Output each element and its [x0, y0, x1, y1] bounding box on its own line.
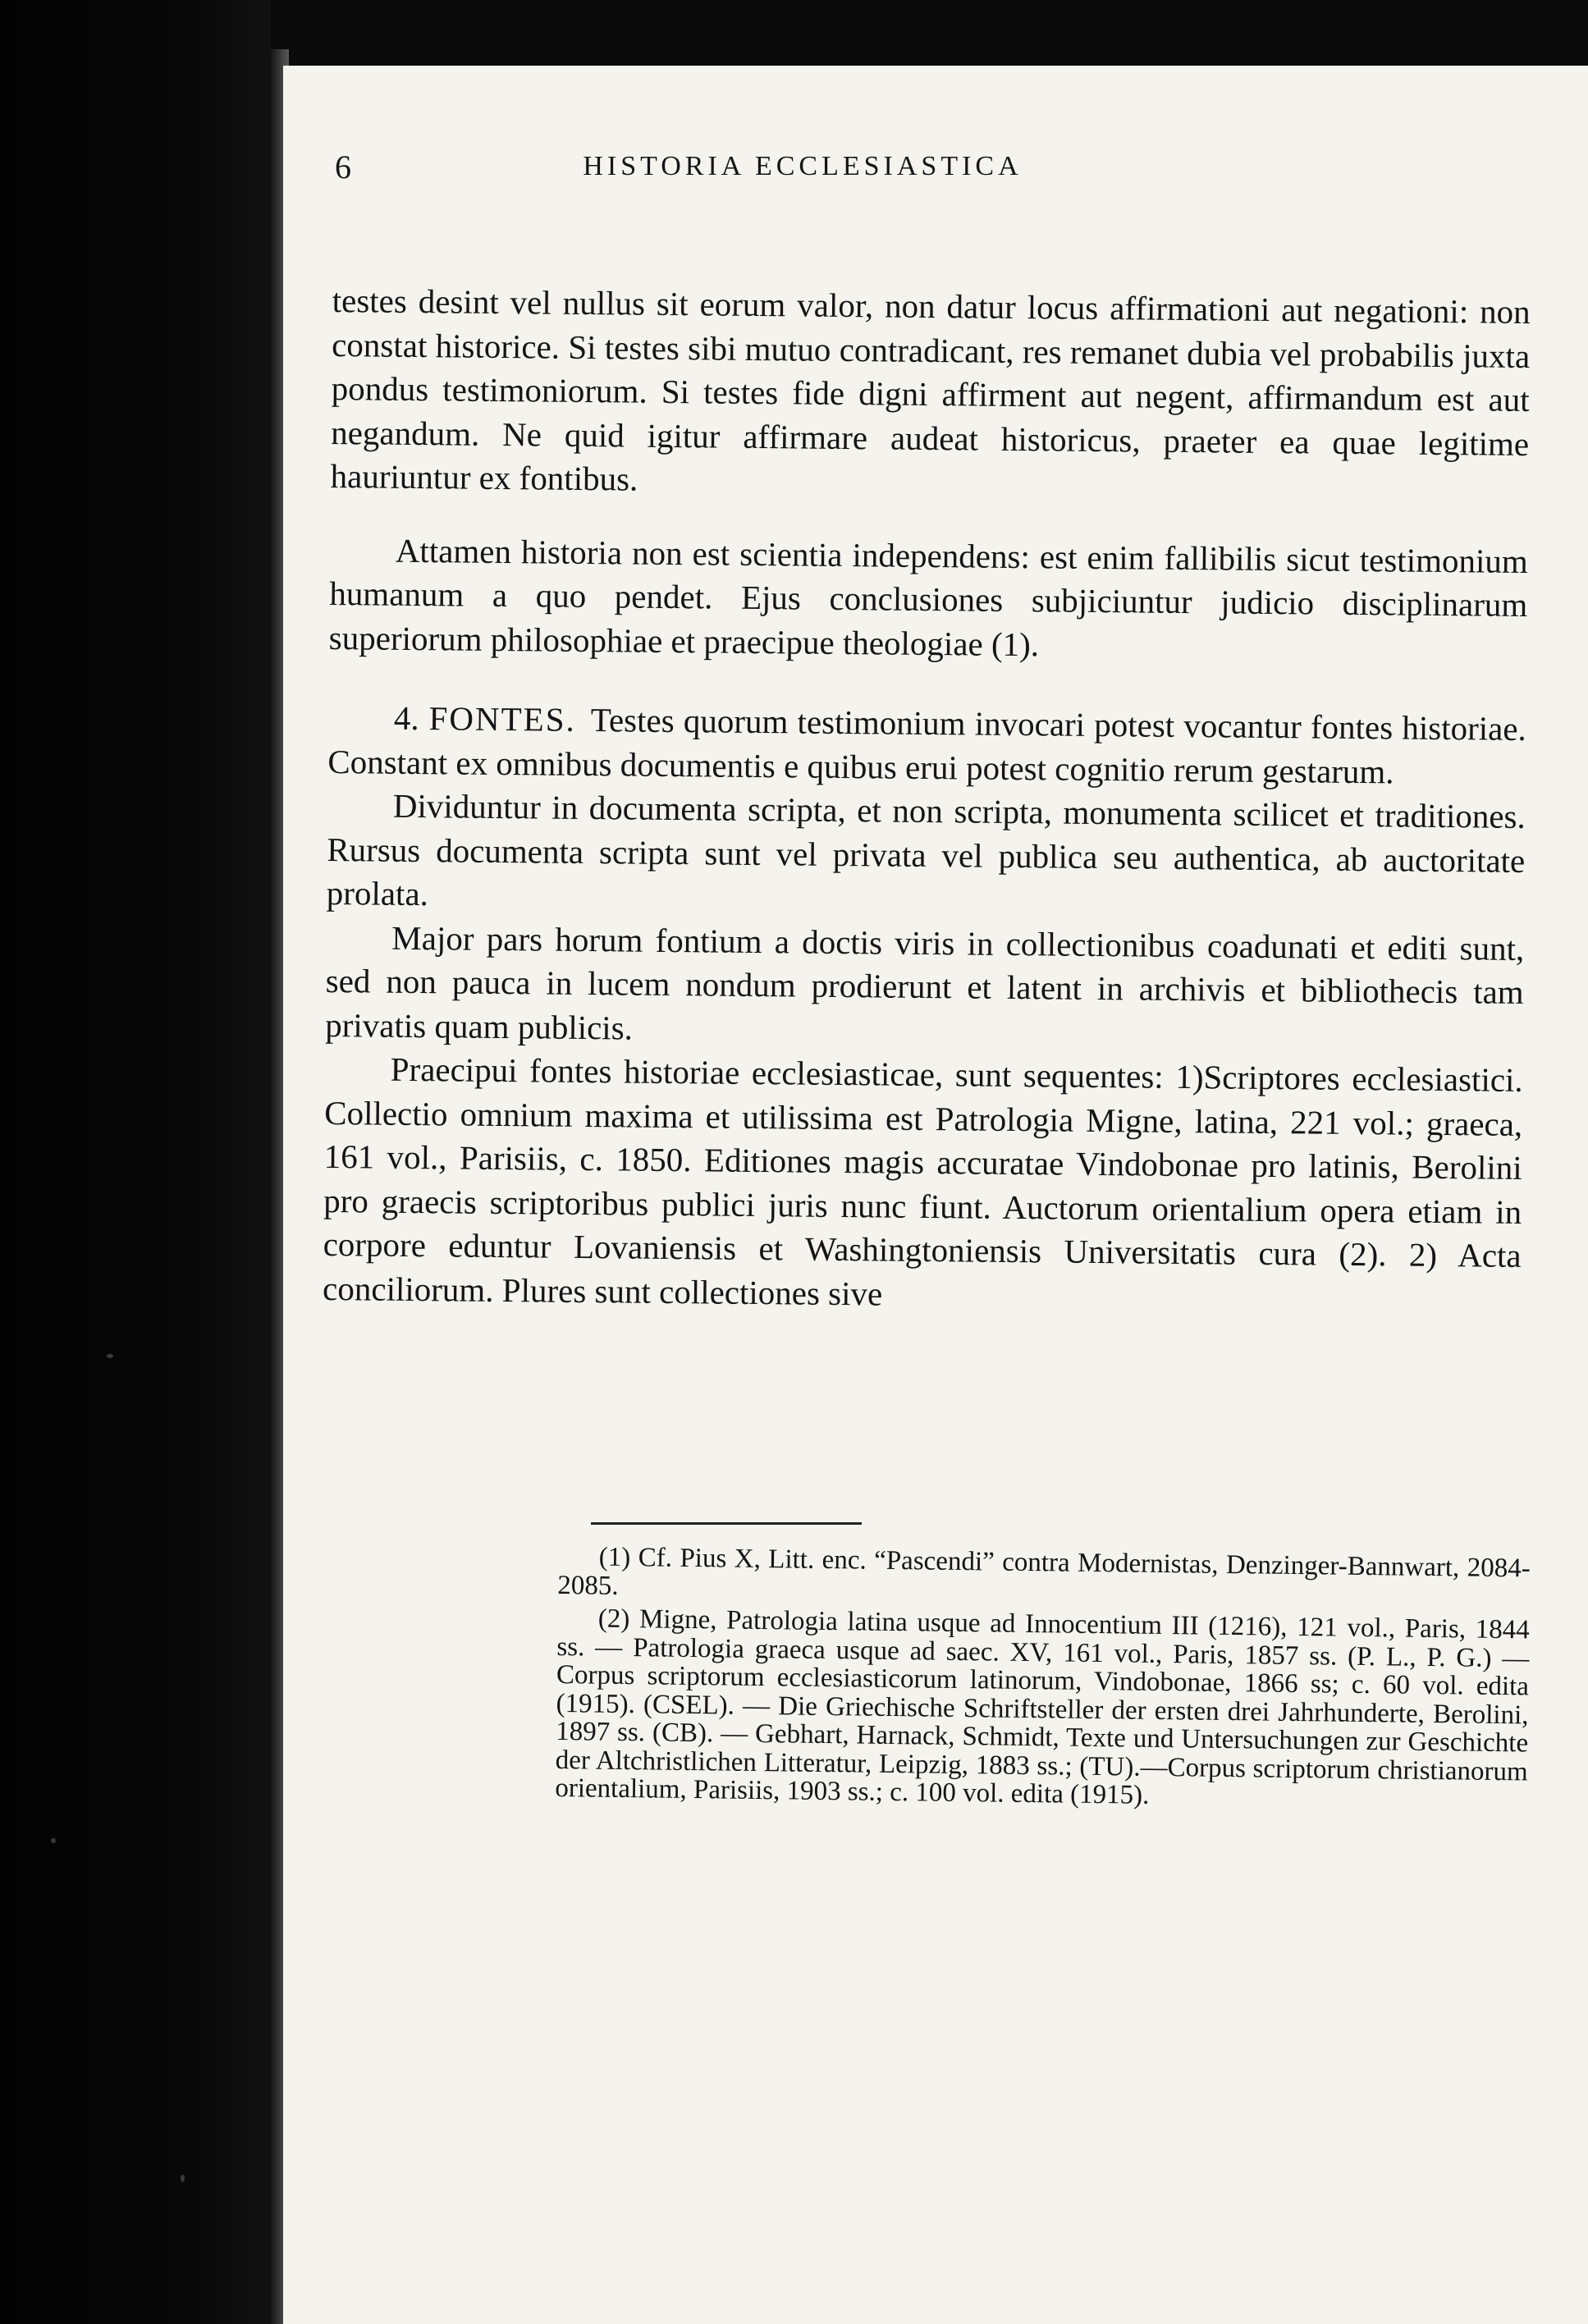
section-title: FONTES. — [428, 699, 577, 739]
footnotes — [555, 1543, 1531, 1819]
paragraph-dividuntur: Dividuntur in documenta scripta, et non scripta, monumenta scilicet et traditiones. Rursus documenta scripta sunt vel privata vel publica seu authentica, ab auctoritate prolata. — [326, 786, 1526, 913]
footnote-2: (2) Migne, Patrologia latina usque ad Innocentium III (1216), 121 vol., Paris, 1844 ss. — Patrologia graeca usque ad saec. XV, 161 vol., Paris, 1857 ss. (P. L., P. G.) — Corpus scriptorum ecclesiasticorum latinorum, Vindobonae, 1866 ss; c. 60 vol. edita (1915). (CSEL). — Die Griechische Schriftsteller der ersten drei Jahrhunderte, Berolini, 1897 ss. (CB). — Gebhart, Harnack, Schmidt, Texte und Untersuchungen zur Geschichte der Altchristlichen Litteratur, Leipzig, 1883 ss.; (TU).—Corpus scriptorum christianorum orientalium, Parisiis, 1903 ss.; c. 100 vol. edita (1915). — [555, 1603, 1531, 1810]
paragraph-fontes — [327, 696, 1526, 795]
paragraph-praecipui: Praecipui fontes historiae ecclesiasticae, sunt sequentes: 1)Scriptores ecclesiastici. Collectio omnium maxima et utilissima est Patrologia Migne, latina, 221 vol.; graeca, 161 vol., Parisiis, c. 1850. Editiones magis accuratae Vindobonae pro latinis, Berolini pro graecis scriptoribus publici juris nunc fiunt. Auctorum orientalium opera etiam in corpore eduntur Lovaniensis et Washingtoniensis Universitatis cura (2). 2) Acta conciliorum. Plures sunt collectiones sive — [322, 1050, 1523, 1312]
paragraph-major-pars: Major pars horum fontium a doctis viris in collectionibus coadunati et editi sunt, sed non pauca in lucem nondum prodierunt et latent in archivis et bibliothecis tam privatis quam publicis. — [325, 918, 1525, 1047]
scan-speck — [181, 2175, 185, 2182]
main-text — [323, 279, 1531, 1322]
footnote-separator — [591, 1522, 862, 1525]
running-title: HISTORIA ECCLESIASTICA — [583, 151, 1023, 181]
paragraph-attamen: Attamen historia non est scientia independens: est enim fallibilis sicut testimonium humanum a quo pendet. Ejus conclusiones subjiciuntur judicio disciplinarum superiorum philosophiae et praecipue theologiae (1). — [328, 531, 1528, 663]
scan-speck — [107, 1354, 113, 1358]
page-header — [335, 148, 1270, 205]
page-number: 6 — [335, 149, 353, 185]
scan-dark-border — [0, 0, 271, 2324]
section-number: 4. — [393, 698, 419, 738]
paragraph-fontes-text: Testes quorum testimonium invocari potest vocantur fontes historiae. Constant ex omnibus documentis e quibus erui potest cognitio rerum gestarum. — [327, 701, 1527, 790]
paragraph-testes: testes desint vel nullus sit eorum valor, non datur locus affirmationi aut negationi: non constat historice. Si testes sibi mutuo contradicant, res remanet dubia vel probabilis juxta pondus testimoniorum. Si testes fide digni affirment aut negent, affirmandum est aut negandum. Ne quid igitur affirmare audeat historicus, praeter ea quae legitime hauriuntur ex fontibus. — [330, 281, 1531, 498]
footnote-1: (1) Cf. Pius X, Litt. enc. “Pascendi” contra Modernistas, Denzinger-Bannwart, 2084-2085. — [557, 1542, 1531, 1601]
scan-speck — [51, 1838, 56, 1843]
